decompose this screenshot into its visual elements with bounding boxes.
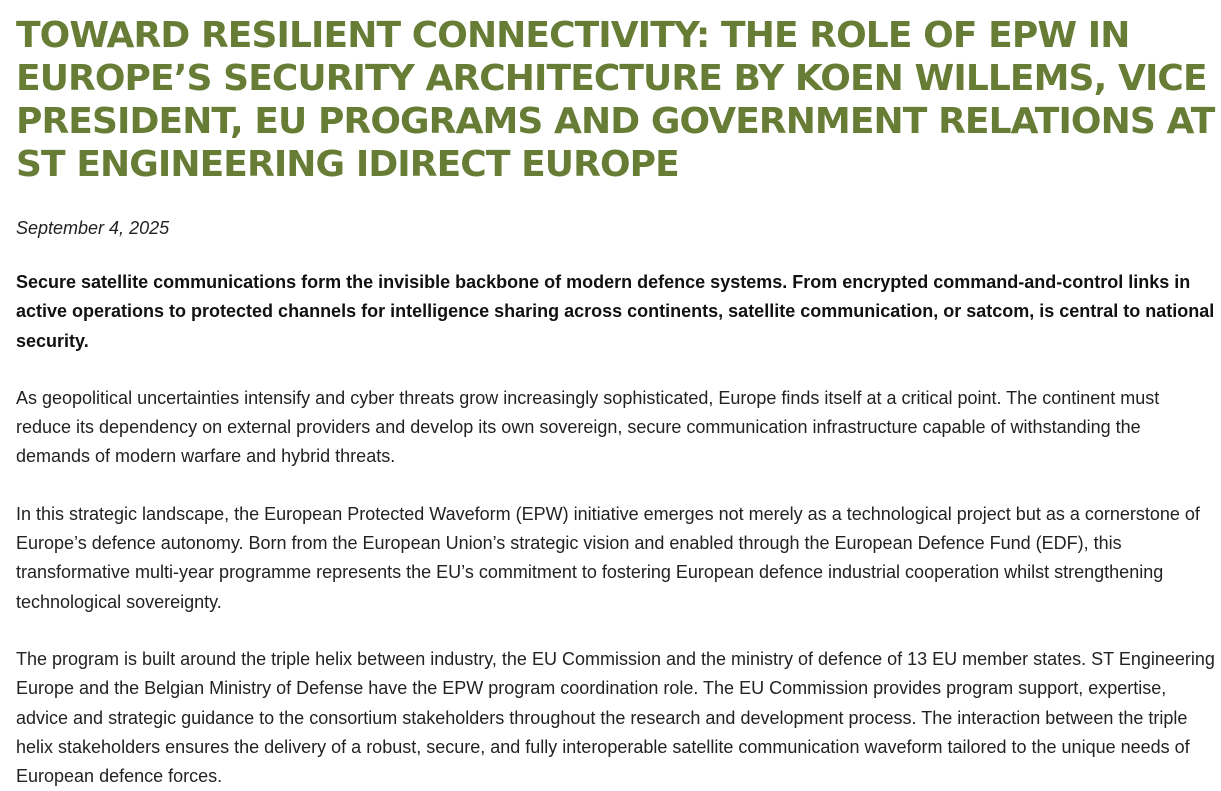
body-paragraph: As geopolitical uncertainties intensify and cyber threats grow increasingly sophisticated, Europe finds itself at a critical point. The continent must reduce its dependency on external providers and develop its own sovereign, secure communication infrastructure capable of withstanding the demands of modern warfare and hybrid threats. [16, 387, 1160, 467]
body-paragraph: In this strategic landscape, the European Protected Waveform (EPW) initiative emerges not merely as a technological project but as a cornerstone of Europe’s defence autonomy. Born from the European Union’s strategic vision and enabled through the European Defence Fund (EDF), this transformative multi-year programme represents the EU’s commitment to fostering European defence industrial cooperation whilst strengthening technological sovereignty. [16, 503, 1200, 612]
publish-date: September 4, 2025 [16, 218, 170, 238]
article [16, 14, 1216, 791]
body-paragraph: The program is built around the triple helix between industry, the EU Commission and the ministry of defence of 13 EU member states. ST Engineering Europe and the Belgian Ministry of Defense have the EPW program coordination role. The EU Commission provides program support, expertise, advice and strategic guidance to the consortium stakeholders throughout the research and development process. The interaction between the triple helix stakeholders ensures the delivery of a robust, secure, and fully interoperable satellite communication waveform tailored to the unique needs of European defence forces. [16, 648, 1215, 787]
article-title: TOWARD RESILIENT CONNECTIVITY: THE ROLE OF EPW IN EUROPE’S SECURITY ARCHITECTURE BY KOEN WILLEMS, VICE PRESIDENT, EU PROGRAMS AND GOVERNMENT RELATIONS AT ST ENGINEERING IDIRECT EUROPE [16, 15, 1215, 185]
lead-paragraph: Secure satellite communications form the invisible backbone of modern defence systems. From encrypted command-and-control links in active operations to protected channels for intelligence sharing across continents, satellite communication, or satcom, is central to national security. [16, 272, 1215, 351]
